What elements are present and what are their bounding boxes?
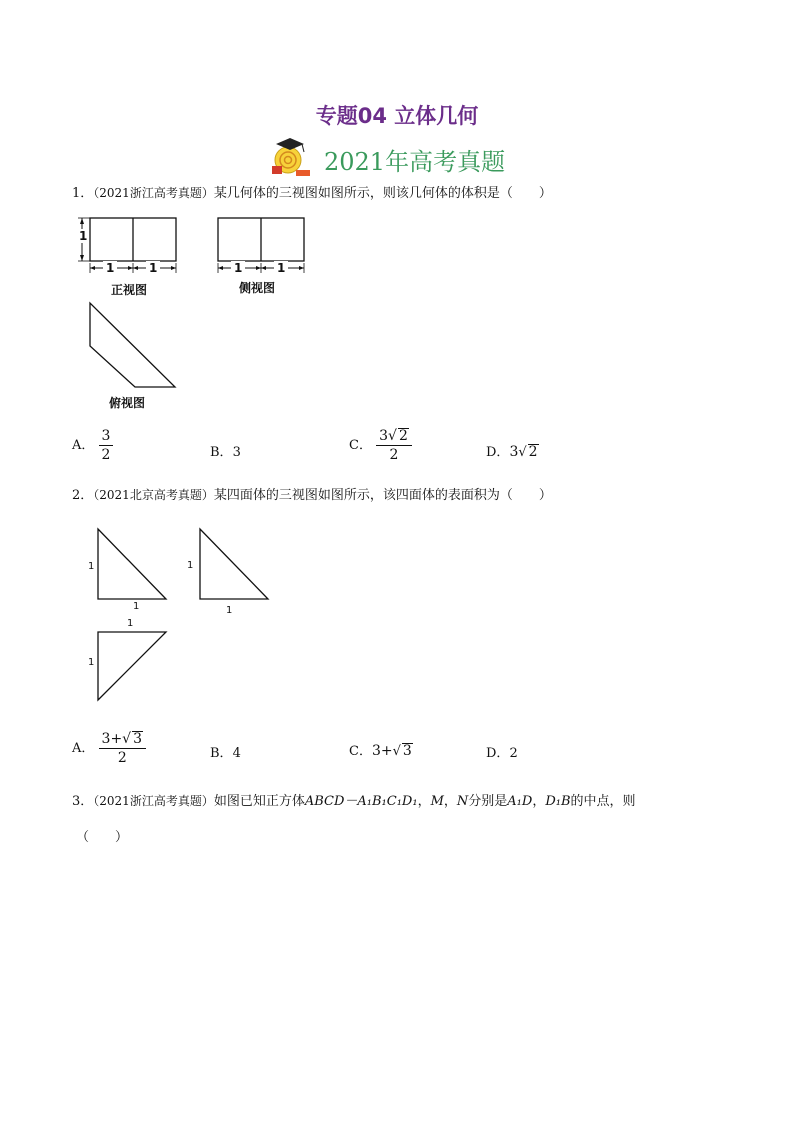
- q2-number: 2．: [72, 488, 94, 503]
- q2-option-b[interactable]: [210, 742, 241, 761]
- q2-top-view-figure: [96, 630, 176, 710]
- q1-option-a-numerator: 3: [99, 428, 114, 446]
- q1-option-b-label: B．: [210, 445, 233, 460]
- q2-option-a-denominator: 2: [117, 750, 127, 766]
- q3-segment-2: D₁B: [545, 794, 571, 809]
- q1-option-c-coef: 3: [379, 428, 389, 444]
- q1-side-view-figure: [212, 215, 312, 285]
- q1-number: 1．: [72, 186, 94, 201]
- q3-text-d: ，: [532, 794, 546, 809]
- q3-sep: ，: [443, 794, 457, 809]
- q1-option-c-root: 2: [398, 428, 408, 444]
- q2-option-c-int: 3+: [371, 743, 393, 759]
- q2-side-view-figure: [198, 527, 278, 607]
- q2-option-b-value: 4: [232, 746, 241, 761]
- q2-front-width-label: 1: [133, 601, 140, 612]
- q3-text-c: 分别是: [468, 794, 508, 809]
- q2-option-b-label: B．: [210, 746, 233, 761]
- q1-top-view-figure: [85, 300, 185, 390]
- q1-option-c-fraction: [376, 428, 412, 463]
- q1-option-d-label: D．: [486, 445, 510, 460]
- subtitle: 2021年高考真题: [324, 148, 506, 176]
- q1-text: 某几何体的三视图如图所示，则该几何体的体积是（ ）: [213, 186, 552, 201]
- q1-option-d[interactable]: D．3√ 2: [486, 444, 538, 460]
- q2-option-c-label: C．: [349, 744, 372, 759]
- q1-option-a-denominator: 2: [101, 447, 111, 463]
- q1-option-a[interactable]: [72, 428, 113, 463]
- q3-answer-blank: （ ）: [76, 830, 129, 845]
- q2-front-view-figure: [96, 527, 176, 607]
- q2-option-a-int: 3+: [101, 731, 123, 747]
- q1-option-d-coef: 3: [509, 444, 519, 460]
- q1-option-b[interactable]: [210, 441, 241, 460]
- page-title: 专题04 立体几何: [315, 104, 479, 128]
- q1-option-a-fraction: [99, 428, 114, 463]
- question-3: [72, 792, 732, 811]
- q2-top-height-label: 1: [88, 657, 95, 668]
- q1-side-view-label: 侧视图: [239, 281, 276, 295]
- q2-option-a[interactable]: [72, 731, 146, 766]
- q3-text-e: 的中点，则: [570, 794, 636, 809]
- q3-point-m: M: [430, 794, 444, 809]
- q2-option-a-fraction: [99, 731, 146, 766]
- q2-front-height-label: 1: [88, 561, 95, 572]
- q2-option-d-label: D．: [486, 746, 510, 761]
- q1-source: （2021浙江高考真题）: [93, 186, 214, 200]
- q1-option-c[interactable]: [349, 428, 412, 463]
- q2-option-a-label: A．: [72, 741, 95, 756]
- q1-option-d-root: 2: [528, 444, 538, 460]
- subtitle-block: [266, 136, 526, 180]
- q3-text-b: ，: [417, 794, 431, 809]
- q3-point-n: N: [456, 794, 469, 809]
- q1-option-b-value: 3: [232, 445, 241, 460]
- q3-segment-1: A₁D: [507, 794, 533, 809]
- q1-front-width-label-1: 1: [103, 261, 117, 275]
- q3-cube-name: ABCD－A₁B₁C₁D₁: [304, 794, 418, 809]
- q1-side-width-label-1: 1: [231, 261, 245, 275]
- q2-source: （2021北京高考真题）: [93, 488, 214, 502]
- q2-top-width-label: 1: [127, 618, 134, 629]
- q2-option-a-numerator: 3+√ 3: [99, 731, 146, 749]
- q1-option-a-label: A．: [72, 438, 95, 453]
- q2-option-c-root: 3: [402, 743, 412, 759]
- q3-source: （2021浙江高考真题）: [93, 794, 214, 808]
- q1-option-c-numerator: 3√ 2: [376, 428, 412, 446]
- q1-front-view-figure: [76, 215, 186, 285]
- q3-text-a: 如图已知正方体: [213, 794, 305, 809]
- q3-number: 3．: [72, 794, 94, 809]
- q2-option-a-root: 3: [133, 731, 143, 747]
- q1-front-height-label: 1: [79, 229, 88, 243]
- q2-option-c[interactable]: C．3+√ 3: [349, 743, 412, 759]
- q1-option-c-denominator: 2: [389, 447, 399, 463]
- q2-option-d-value: 2: [509, 746, 518, 761]
- q2-side-height-label: 1: [187, 560, 194, 571]
- question-1: [72, 184, 552, 203]
- q1-front-view-label: 正视图: [111, 283, 148, 297]
- q1-option-c-label: C．: [349, 438, 372, 453]
- q1-side-width-label-2: 1: [274, 261, 288, 275]
- question-2: [72, 486, 552, 505]
- q1-top-view-label: 俯视图: [109, 396, 146, 410]
- q2-option-d[interactable]: [486, 742, 518, 761]
- q2-side-width-label: 1: [226, 605, 233, 616]
- q2-text: 某四面体的三视图如图所示，该四面体的表面积为（ ）: [213, 488, 552, 503]
- q1-front-width-label-2: 1: [146, 261, 160, 275]
- mascot-logo-icon: [266, 136, 316, 180]
